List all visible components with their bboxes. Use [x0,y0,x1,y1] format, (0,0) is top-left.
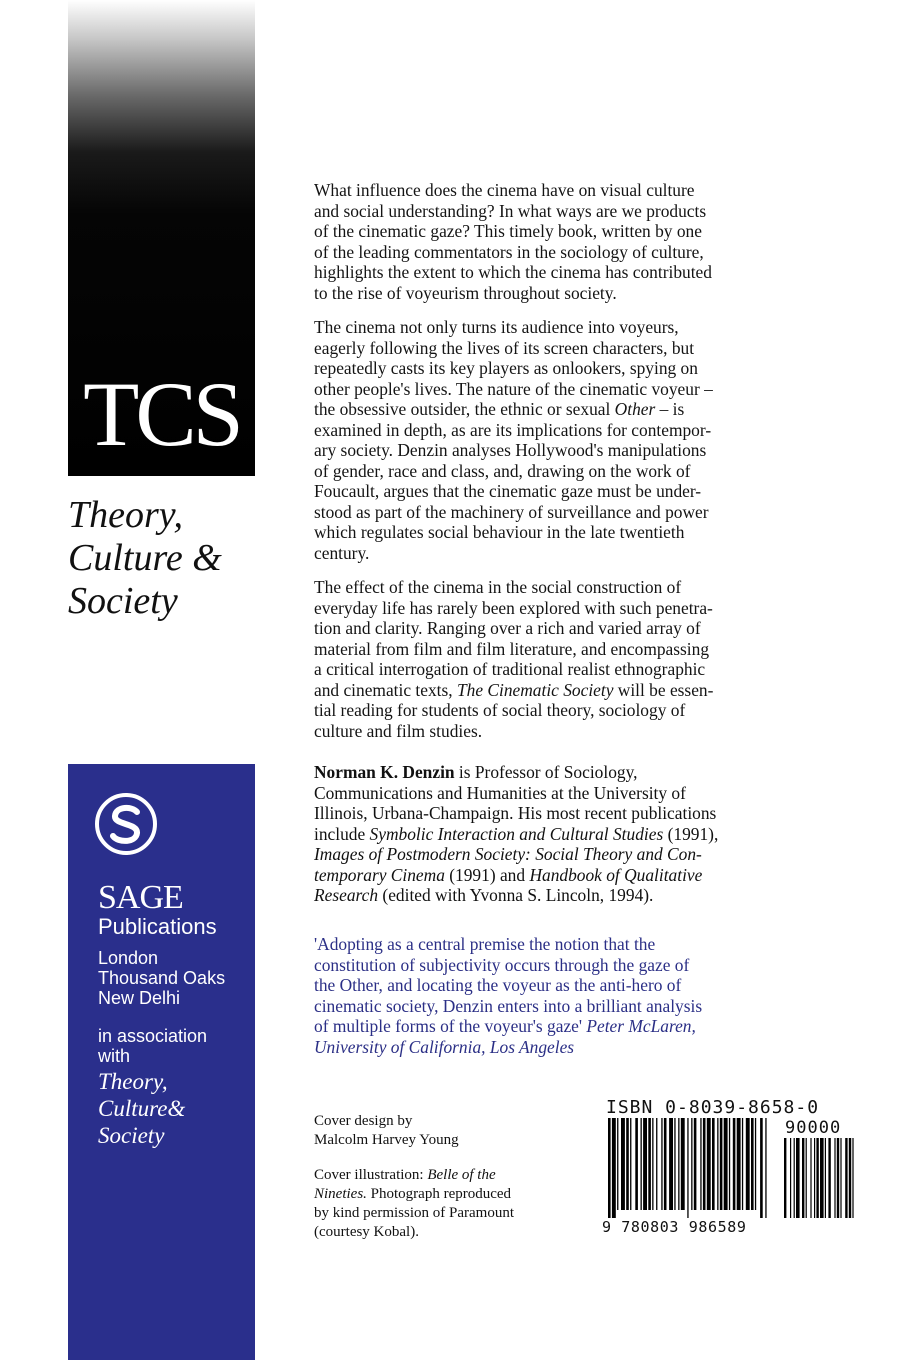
text-line [314,1016,834,1037]
text-line: tial reading for students of social theory, sociology of [314,700,686,720]
book-title: The Cinematic Society [456,679,614,700]
barcode-addon-bar [806,1138,807,1218]
barcode-bar [746,1118,750,1210]
barcode-addon-bar [790,1138,791,1218]
text-line: 'Adopting as a central premise the notion that the [314,934,656,954]
text-line: material from film and film literature, and encompassing [314,638,710,659]
author-bio [314,762,814,906]
barcode-bar [678,1118,679,1210]
series-title [68,494,268,623]
isbn-text: ISBN 0-8039-8658-0 [606,1097,820,1118]
book-title: temporary Cinema [314,864,445,885]
barcode-bar [626,1118,629,1210]
barcode-bar [691,1118,692,1210]
text-line: and social understanding? In what ways are we products [314,200,707,221]
text-line: a critical interrogation of traditional realist ethnographic [314,659,706,679]
barcode-bar [656,1118,657,1210]
barcode-bar [635,1118,638,1210]
publisher-subtitle: Publications [98,914,217,939]
book-title: Handbook of Qualitative [529,864,703,885]
barcode-bar [661,1118,662,1210]
barcode-bar [707,1118,711,1210]
barcode-bar [694,1118,697,1210]
barcode-bar [664,1118,667,1210]
text-line: to the rise of voyeurism throughout society. [314,282,617,303]
film-title: Belle of the [427,1167,496,1183]
barcode-bar [733,1118,736,1210]
text-line [314,885,814,906]
series-title-line: Culture & [68,537,222,579]
review-quote [314,934,834,1057]
text-line: The cinema not only turns its audience into voyeurs, [314,317,679,337]
publisher-panel [68,764,255,1360]
ean-left-digits: 780803 [621,1218,680,1236]
text-line [314,399,814,420]
publisher-name: SAGE [98,879,183,916]
barcode-addon-bar [784,1138,786,1218]
barcode-addon-bar [828,1138,830,1218]
barcode-bar [760,1118,763,1218]
blurb-paragraph-1 [314,180,814,303]
text-fragment: (edited with Yvonna S. Lincoln, 1994). [378,885,654,905]
blurb-paragraph-2 [314,317,814,563]
barcode-bar [717,1118,718,1210]
text-line: eagerly following the lives of its screen characters, but [314,337,695,358]
association-text [98,1026,207,1066]
text-line: ary society. Denzin analyses Hollywood's manipulations [314,440,707,460]
italic-term: Other [614,399,656,419]
text-line: highlights the extent to which the cinema has contributed [314,262,712,282]
barcode-bar [729,1118,730,1210]
text-line: of the leading commentators in the sociology of culture, [314,241,704,262]
reviewer-affiliation: University of California, Los Angeles [314,1036,575,1057]
barcode-bar [669,1118,673,1210]
publisher-cities [98,948,225,1008]
text-line [314,865,814,886]
barcode-bar [700,1118,701,1210]
text-fragment: (1991), [663,823,719,844]
barcode-bar [621,1118,625,1210]
barcode-addon-bar [825,1138,826,1218]
series-title-line: Society [68,580,178,622]
association-line: in association [98,1026,208,1046]
text-line [314,762,814,783]
text-line: examined in depth, as are its implications for contempor- [314,419,712,440]
barcode-bar [608,1118,611,1218]
text-line: of gender, race and class, and, drawing on the work of [314,460,691,481]
ean-first-digit: 9 [602,1218,612,1236]
series-title-line: Theory, [68,494,184,536]
barcode-number [602,1218,747,1236]
association-line: with [98,1046,131,1066]
barcode-bar [630,1118,631,1210]
barcode-bar [751,1118,754,1210]
blurb [314,180,814,741]
barcode-addon-bar [852,1138,853,1218]
barcode-addon-number: 90000 [785,1118,842,1138]
publisher-series [98,1068,185,1149]
sage-logo-icon [94,792,158,856]
barcode-addon-bar [834,1138,835,1218]
barcode-addon-bar [816,1138,818,1218]
text-line: everyday life has rarely been explored with such penetra- [314,597,713,618]
text-line: Images of Postmodern Society: Social Theory and Con- [314,844,702,864]
city: Thousand Oaks [98,968,226,988]
barcode-bar [755,1118,756,1210]
barcode-bar [681,1118,685,1210]
text-line: of the cinematic gaze? This timely book, written by one [314,221,702,241]
barcode-bar [703,1118,706,1210]
text-line [314,824,814,845]
barcode-addon-bar [810,1138,811,1218]
text-line: tion and clarity. Ranging over a rich and varied array of [314,618,701,638]
text-line: Communications and Humanities at the University of [314,782,686,803]
text-line [314,680,814,701]
text-line: Foucault, argues that the cinematic gaze must be under- [314,481,702,501]
publisher-series-line: Culture& [98,1096,186,1121]
barcode-addon-bar [849,1138,851,1218]
barcode-addon-bar [820,1138,824,1218]
barcode-addon-bar [794,1138,795,1218]
blurb-paragraph-3 [314,577,814,741]
barcode-bar [643,1118,647,1210]
text-fragment: and cinematic texts, [314,679,457,700]
text-line: (courtesy Kobal). [314,1224,419,1240]
barcode-bar [742,1118,743,1210]
text-line: cinematic society, Denzin enters into a brilliant analysis [314,995,703,1016]
barcode-bar [720,1118,723,1210]
barcode-bar [617,1118,618,1210]
text-line: repeatedly casts its key players as onlookers, spying on [314,358,698,378]
text-fragment: of multiple forms of the voyeur's gaze' [314,1016,587,1036]
ean-right-digits: 986589 [688,1218,747,1236]
text-line: century. [314,542,370,563]
text-fragment: the obsessive outsider, the ethnic or sexual [314,399,615,419]
film-title: Nineties. [314,1186,367,1202]
city: New Delhi [98,988,181,1008]
barcode-bar [674,1118,675,1210]
text-fragment: Cover illustration: [314,1167,428,1183]
barcode-addon-bar [840,1138,841,1218]
text-line [314,1185,514,1204]
book-title: Symbolic Interaction and Cultural Studies [369,823,664,844]
cover-design-credit [314,1112,459,1150]
cover-illustration-credit [314,1166,514,1242]
barcode-bar [737,1118,741,1210]
city: London [98,948,159,968]
text-line: constitution of subjectivity occurs through the gaze of [314,954,690,975]
barcode-bar [648,1118,651,1210]
text-line: the Other, and locating the voyeur as the anti-hero of [314,975,682,995]
barcode-bar [612,1118,616,1218]
text-line: The effect of the cinema in the social construction of [314,577,682,597]
barcode-bar [765,1118,766,1218]
barcode-bar [641,1118,642,1210]
barcode-bar [687,1118,688,1218]
text-fragment: is Professor of Sociology, [454,762,638,782]
text-line: by kind permission of Paramount [314,1205,514,1221]
text-line: Illinois, Urbana-Champaign. His most recent publications [314,803,717,823]
text-line: What influence does the cinema have on visual culture [314,180,695,200]
text-fragment: – is [655,399,685,419]
text-line: which regulates social behaviour in the late twentieth [314,522,685,542]
tcs-logo: TCS [83,363,240,465]
barcode-bar [724,1118,728,1210]
barcode-addon-bar [802,1138,804,1218]
text-fragment: will be essen- [613,679,714,700]
author-name: Norman K. Denzin [314,762,455,782]
text-line: stood as part of the machinery of surveillance and power [314,501,709,522]
text-line: other people's lives. The nature of the cinematic voyeur – [314,378,713,399]
text-line [314,1166,514,1185]
barcode-addon-bar [796,1138,800,1218]
publisher-series-line: Society [98,1123,165,1148]
text-line: Cover design by [314,1113,413,1129]
barcode-addon-bar [837,1138,839,1218]
barcode-bar [712,1118,715,1210]
book-title: Research [314,885,379,905]
barcode-bar [652,1118,653,1210]
text-fragment: include [314,823,370,844]
barcode-addon-bar [814,1138,815,1218]
barcode-addon-bar [845,1138,847,1218]
text-fragment: Photograph reproduced [366,1186,512,1202]
text-line: Malcolm Harvey Young [314,1132,459,1148]
publisher-series-line: Theory, [98,1069,168,1094]
text-line: culture and film studies. [314,720,483,741]
text-fragment: (1991) and [444,864,530,885]
reviewer-name: Peter McLaren, [586,1016,696,1036]
